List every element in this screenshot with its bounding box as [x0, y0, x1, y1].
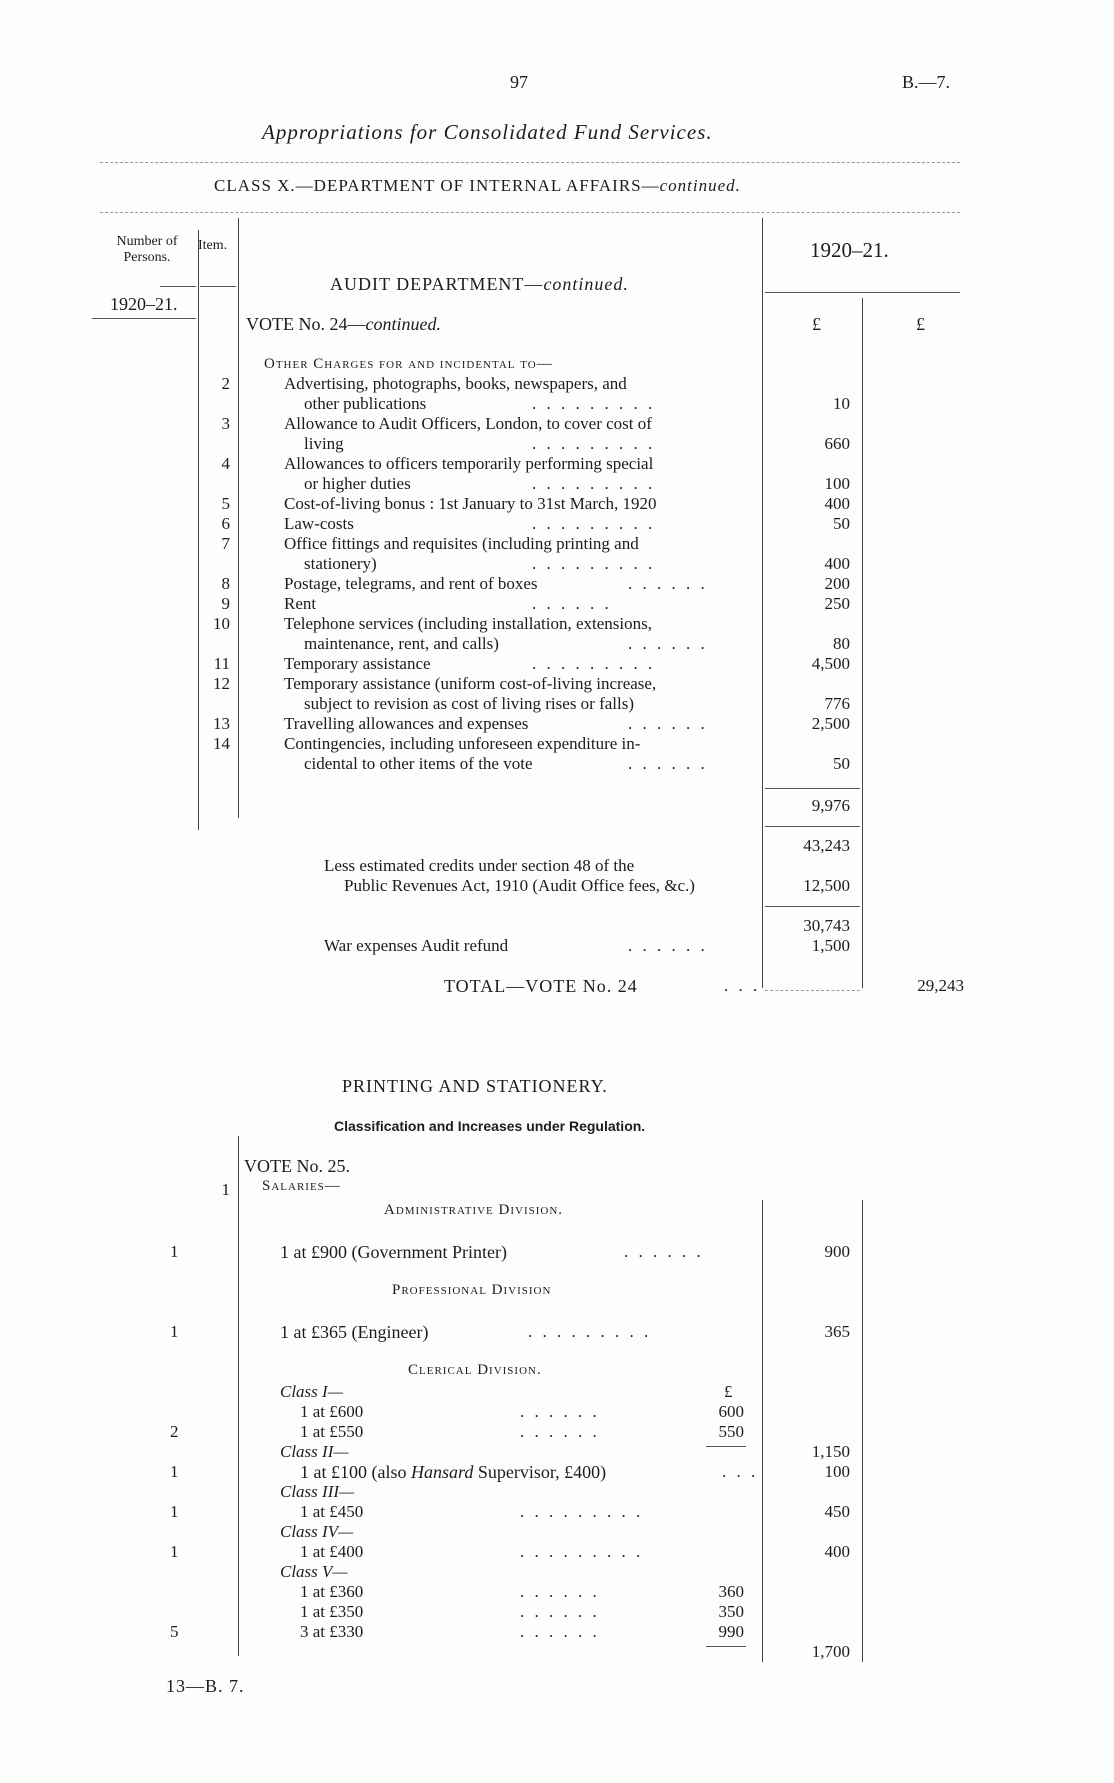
item-amount: 50	[833, 514, 850, 533]
header-item: Item.	[198, 238, 228, 253]
item-amount: 776	[824, 694, 850, 713]
rule-v-item-printing	[238, 1136, 239, 1656]
salary-line: 1 at £360	[300, 1582, 364, 1601]
page-number: 97	[510, 72, 528, 92]
leader-dots: . . . . . . . . .	[532, 654, 656, 673]
sub-amount: 990	[718, 1622, 744, 1641]
class-label: Class III—	[280, 1482, 355, 1501]
rule-gross	[765, 826, 860, 827]
leader-dots: . . . . . . . . .	[532, 554, 656, 573]
item-amount: 50	[833, 754, 850, 773]
item-line: cidental to other items of the vote	[304, 754, 533, 773]
item-line: maintenance, rent, and calls)	[304, 634, 499, 653]
leader-dots: . . . . . .	[628, 574, 708, 593]
persons-count: 1	[170, 1242, 179, 1261]
vote-25: VOTE No. 25.	[244, 1156, 350, 1176]
item-amount: 250	[824, 594, 850, 613]
leader-dots: . . .	[722, 1462, 759, 1481]
class-label: Class I—	[280, 1382, 343, 1401]
leader-dots: . . . . . .	[520, 1602, 600, 1621]
item-line: Law-costs	[284, 514, 354, 533]
war-refund-amount: 1,500	[811, 936, 850, 955]
leader-dots: . . . . . . . . .	[520, 1542, 644, 1561]
rule-class5	[706, 1646, 746, 1647]
total-vote-label: TOTAL—VOTE No. 24	[444, 976, 638, 996]
item-line: Cost-of-living bonus : 1st January to 31st March, 1920	[284, 494, 657, 513]
item-number: 6	[221, 514, 230, 533]
item-number: 14	[213, 734, 230, 753]
clerical-division: Clerical Division.	[408, 1362, 542, 1378]
leader-dots: . . . . . .	[520, 1422, 600, 1441]
page-title: Appropriations for Consolidated Fund Services.	[262, 120, 713, 144]
rule-persons-sub	[92, 318, 196, 319]
persons-count: 5	[170, 1622, 179, 1641]
item-line: Travelling allowances and expenses	[284, 714, 529, 733]
salary-line: 1 at £550	[300, 1422, 364, 1441]
rule-total	[765, 990, 860, 991]
rule-v-amount1	[762, 218, 763, 988]
class-heading: CLASS X.—DEPARTMENT OF INTERNAL AFFAIRS—continued.	[214, 176, 741, 195]
salary-line: 3 at £330	[300, 1622, 364, 1641]
leader-dots: . . . . . .	[628, 634, 708, 653]
item-number: 11	[213, 654, 230, 673]
pound-sub: £	[724, 1382, 733, 1401]
salary-amount: 900	[824, 1242, 850, 1261]
salary-line: 1 at £100 (also Hansard Supervisor, £400)	[300, 1462, 607, 1482]
item-amount: 400	[824, 554, 850, 573]
item-number: 13	[213, 714, 230, 733]
gross-amount: 43,243	[803, 836, 850, 855]
item-number: 1	[221, 1180, 230, 1199]
salary-line: 1 at £350	[300, 1602, 364, 1621]
item-number: 9	[221, 594, 230, 613]
header-number-of-persons: Number of Persons.	[116, 234, 178, 265]
item-number: 3	[221, 414, 230, 433]
professional-division: Professional Division	[392, 1282, 552, 1298]
leader-dots: . . . . . .	[520, 1622, 600, 1641]
header-year: 1920–21.	[810, 238, 889, 262]
item-amount: 4,500	[811, 654, 850, 673]
rule-persons-head	[160, 286, 196, 287]
persons-count: 1	[170, 1542, 179, 1561]
rule-subtotal	[765, 788, 860, 789]
sub-amount: 600	[718, 1402, 744, 1421]
rule-v-amount2	[862, 298, 863, 988]
leader-dots: . . . . . .	[628, 754, 708, 773]
leader-dots: . . . . . . . . .	[532, 514, 656, 533]
item-number: 5	[221, 494, 230, 513]
rule-year-head	[765, 292, 960, 293]
leader-dots: . . . . . .	[520, 1582, 600, 1601]
audit-vote: VOTE No. 24—continued.	[246, 314, 441, 334]
persons-count: 2	[170, 1422, 179, 1441]
persons-count: 1	[170, 1502, 179, 1521]
leader-dots: . . . . . .	[628, 936, 708, 955]
salary-line: 1 at £600	[300, 1402, 364, 1421]
item-line: Contingencies, including unforeseen expenditure in-	[284, 734, 641, 753]
rule-class	[100, 212, 960, 213]
rule-class1	[706, 1446, 746, 1447]
war-refund-label: War expenses Audit refund	[324, 936, 509, 955]
class-total: 1,150	[811, 1442, 850, 1461]
item-amount: 200	[824, 574, 850, 593]
less-credits-line: Less estimated credits under section 48 of the	[324, 856, 635, 875]
less-credits-line: Public Revenues Act, 1910 (Audit Office fees, &c.)	[344, 876, 695, 895]
sub-amount: 350	[718, 1602, 744, 1621]
other-charges-label: Other Charges for and incidental to—	[264, 356, 553, 372]
item-line: stationery)	[304, 554, 377, 573]
item-line: Postage, telegrams, and rent of boxes	[284, 574, 538, 593]
salary-amount: 400	[824, 1542, 850, 1561]
item-line: Telephone services (including installation, extensions,	[284, 614, 652, 633]
item-number: 4	[221, 454, 230, 473]
rule-v-persons	[198, 230, 199, 830]
total-vote-amount: 29,243	[917, 976, 964, 995]
leader-dots: . . . . . . . . .	[520, 1502, 644, 1521]
leader-dots: . . . . . .	[624, 1242, 704, 1261]
subtotal-amount: 9,976	[811, 796, 850, 815]
item-line: Allowance to Audit Officers, London, to cover cost of	[284, 414, 652, 433]
pound-col2: £	[916, 314, 925, 334]
item-line: subject to revision as cost of living rises or falls)	[304, 694, 635, 713]
item-line: Advertising, photographs, books, newspapers, and	[284, 374, 627, 393]
item-number: 8	[221, 574, 230, 593]
item-line: Temporary assistance (uniform cost-of-living increase,	[284, 674, 657, 693]
net-amount: 30,743	[803, 916, 850, 935]
header-year-persons: 1920–21.	[110, 294, 178, 314]
leader-dots: . . . . . .	[532, 594, 612, 613]
printing-heading: PRINTING AND STATIONERY.	[342, 1076, 608, 1096]
item-number: 12	[213, 674, 230, 693]
item-number: 7	[221, 534, 230, 553]
document-reference: B.—7.	[902, 72, 951, 92]
rule-net	[765, 906, 860, 907]
sub-amount: 550	[718, 1422, 744, 1441]
item-number: 10	[213, 614, 230, 633]
printing-subheading: Classification and Increases under Regulation.	[334, 1118, 646, 1134]
salary-amount: 100	[824, 1462, 850, 1481]
less-credits-amount: 12,500	[803, 876, 850, 895]
leader-dots: . . . . . . . . .	[532, 394, 656, 413]
item-line: Allowances to officers temporarily performing special	[284, 454, 654, 473]
item-amount: 10	[833, 394, 850, 413]
administrative-division: Administrative Division.	[384, 1202, 564, 1218]
leader-dots: . . .	[724, 976, 761, 995]
item-line: other publications	[304, 394, 427, 413]
audit-heading: AUDIT DEPARTMENT—continued.	[330, 274, 629, 294]
salary-amount: 450	[824, 1502, 850, 1521]
salary-line: 1 at £365 (Engineer)	[280, 1322, 429, 1342]
item-line: Rent	[284, 594, 317, 613]
rule-top	[100, 162, 960, 163]
persons-count: 1	[170, 1322, 179, 1341]
leader-dots: . . . . . . . . .	[532, 474, 656, 493]
salary-amount: 365	[824, 1322, 850, 1341]
class-label: Class IV—	[280, 1522, 354, 1541]
class-label: Class II—	[280, 1442, 349, 1461]
class-total: 1,700	[811, 1642, 850, 1661]
item-number: 2	[221, 374, 230, 393]
leader-dots: . . . . . .	[628, 714, 708, 733]
item-amount: 80	[833, 634, 850, 653]
leader-dots: . . . . . . . . .	[528, 1322, 652, 1341]
rule-v-item	[238, 218, 239, 818]
class-label: Class V—	[280, 1562, 348, 1581]
leader-dots: . . . . . . . . .	[532, 434, 656, 453]
item-line: Office fittings and requisites (including printing and	[284, 534, 639, 553]
persons-count: 1	[170, 1462, 179, 1481]
salary-line: 1 at £900 (Government Printer)	[280, 1242, 507, 1262]
item-amount: 660	[824, 434, 850, 453]
leader-dots: . . . . . .	[520, 1402, 600, 1421]
item-line: or higher duties	[304, 474, 411, 493]
footer-signature: 13—B. 7.	[166, 1676, 245, 1696]
item-line: Temporary assistance	[284, 654, 431, 673]
item-line: living	[304, 434, 344, 453]
salary-line: 1 at £400	[300, 1542, 364, 1561]
rule-item-head	[200, 286, 236, 287]
pound-col1: £	[812, 314, 821, 334]
salary-line: 1 at £450	[300, 1502, 364, 1521]
rule-v-amount2-printing	[862, 1200, 863, 1662]
item-amount: 400	[824, 494, 850, 513]
salaries-label: Salaries—	[262, 1178, 341, 1194]
item-amount: 100	[824, 474, 850, 493]
sub-amount: 360	[718, 1582, 744, 1601]
rule-v-amount1-printing	[762, 1200, 763, 1662]
item-amount: 2,500	[811, 714, 850, 733]
